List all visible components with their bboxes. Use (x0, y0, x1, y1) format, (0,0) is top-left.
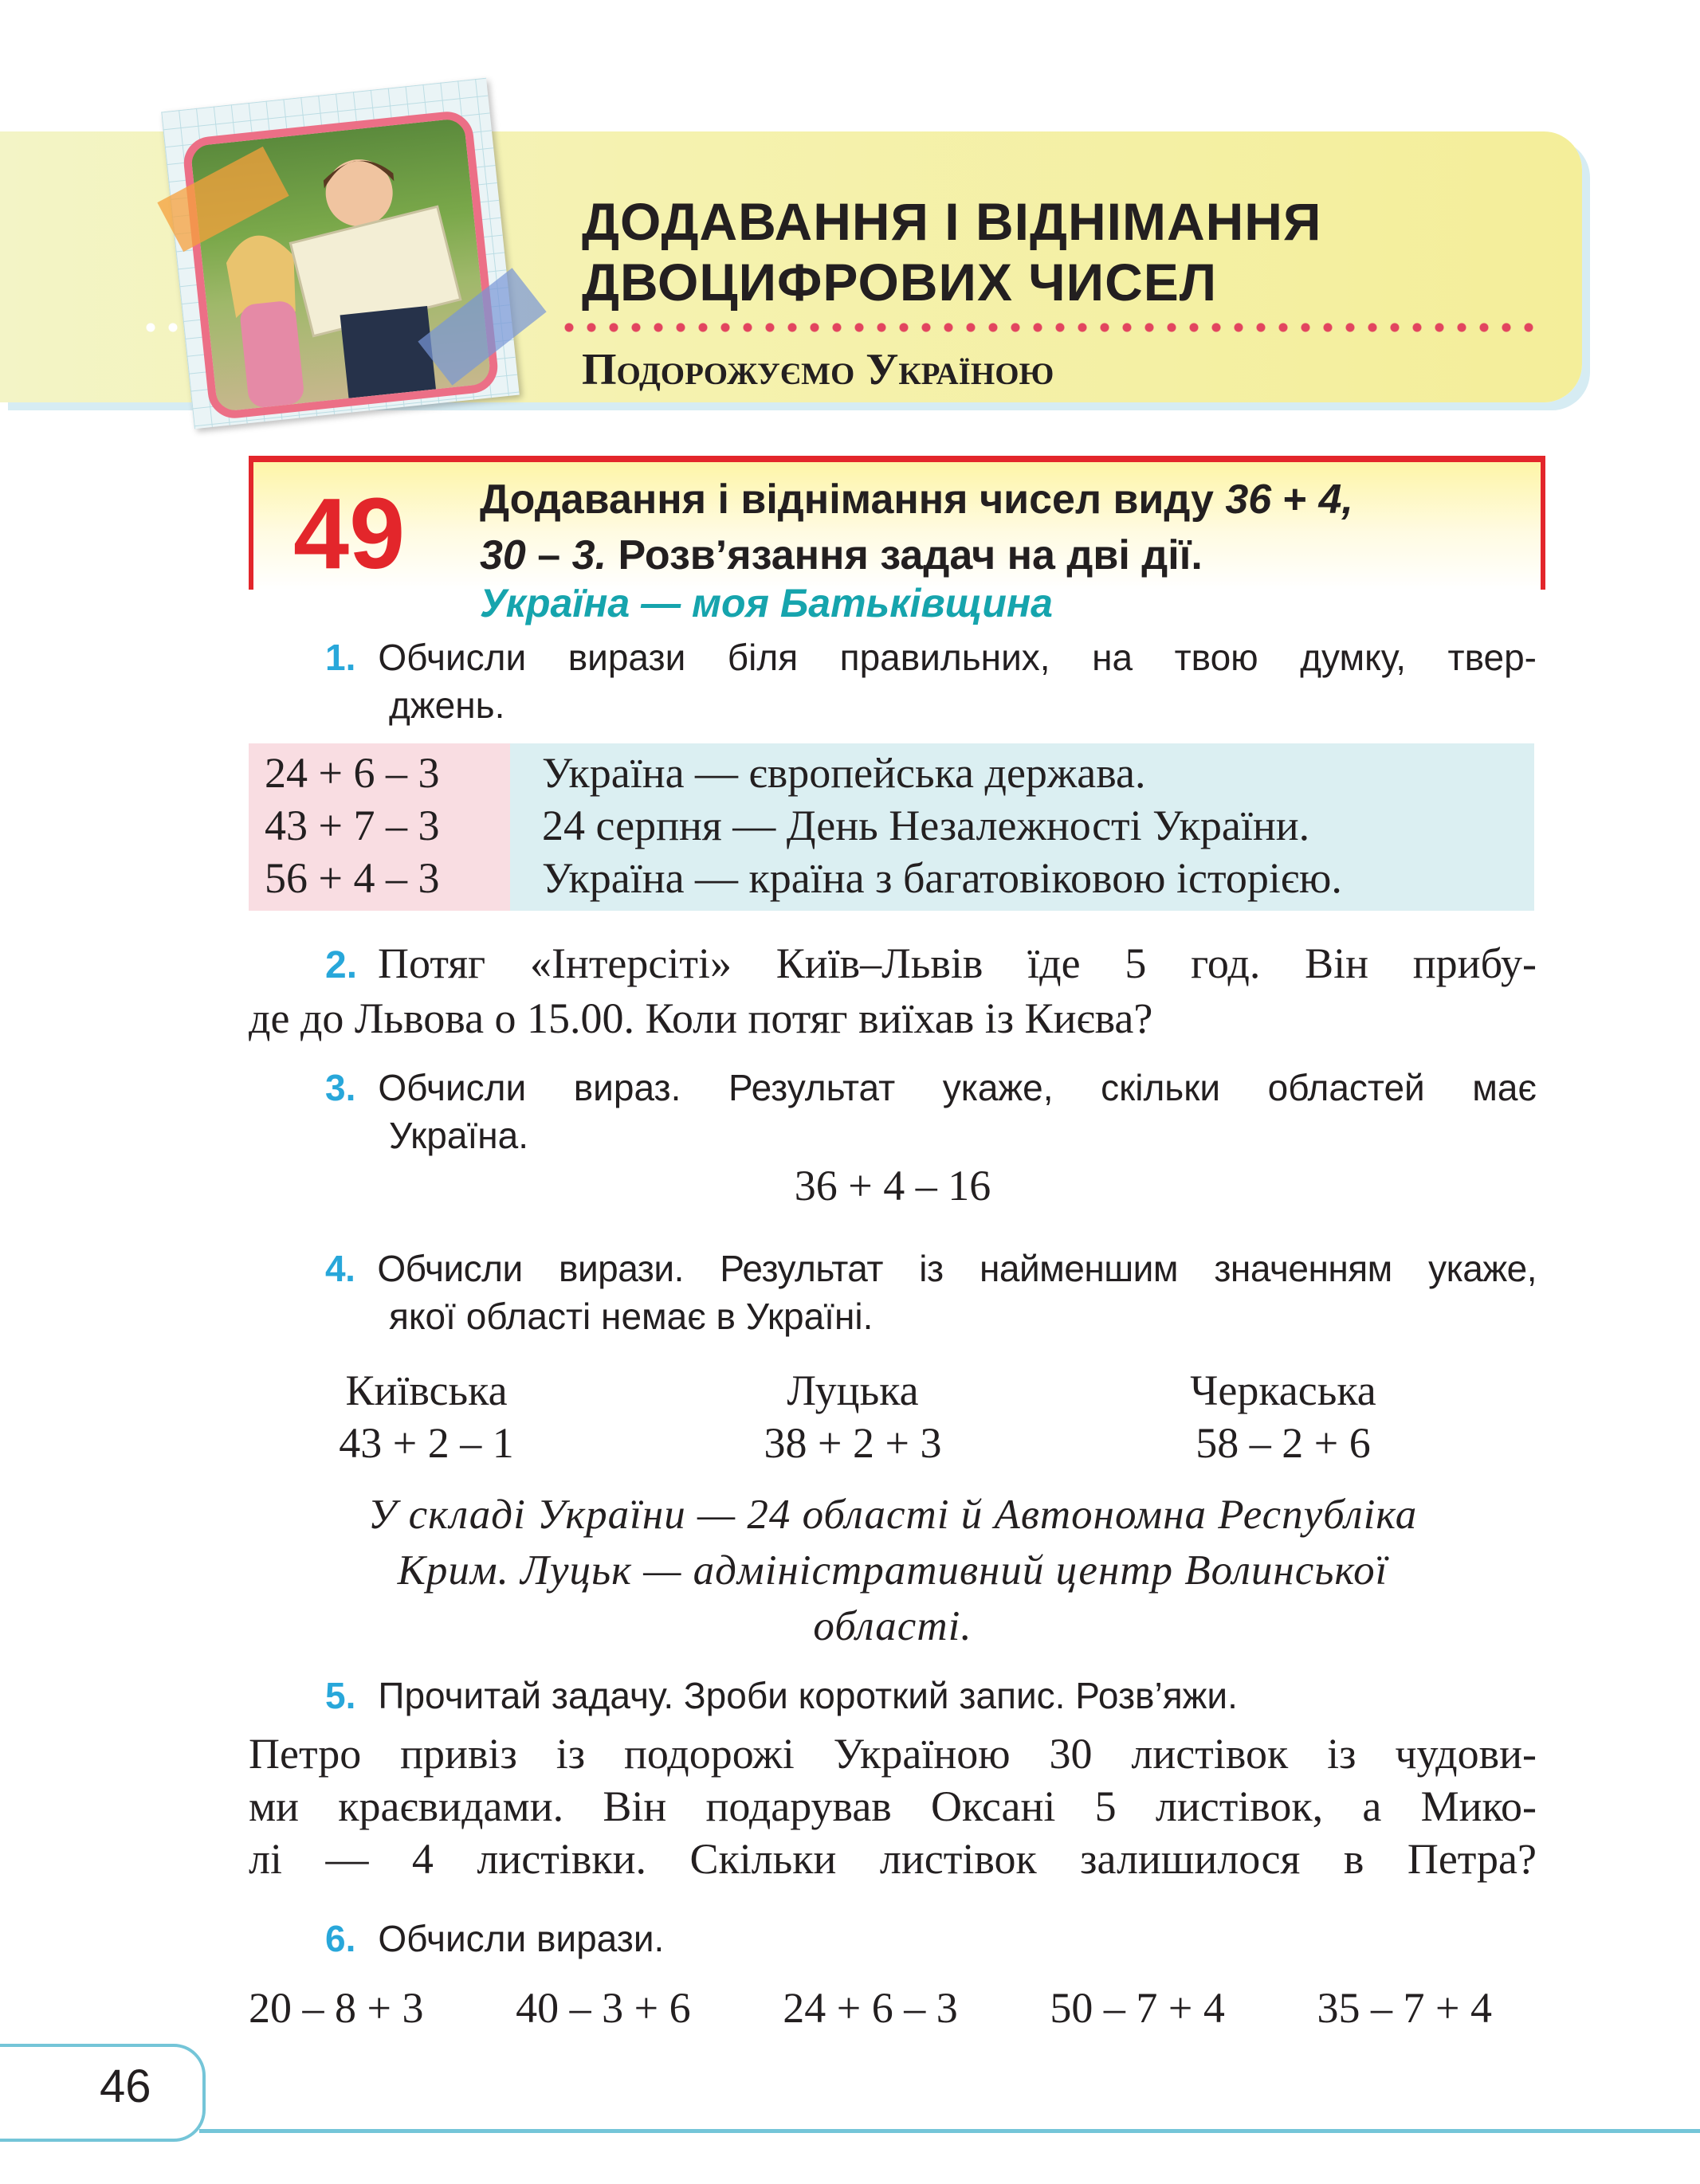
table-row-statement: Україна — країна з багатовіковою історією. (542, 854, 1342, 902)
task-2: 2. Потяг «Інтерсіті» Київ–Львів їде 5 год. Він прибу- де до Львова о 15.00. Коли потяг виїхав із Києва? (249, 939, 1537, 1042)
table-row-statement: Україна — європейська держава. (542, 749, 1146, 797)
banner-dotted-divider (558, 322, 1546, 333)
table-row-expr: 24 + 6 – 3 (265, 749, 440, 797)
task-5-problem: Петро привіз із подорожі Україною 30 листівок із чудови- ми краєвидами. Він подарував Оксані 5 листівок, а Мико- лі — 4 листівки. Скільки листівок залишилося в Петра? (249, 1730, 1537, 1883)
task-number: 6. (325, 1918, 356, 1959)
task-number: 4. (325, 1248, 355, 1289)
chapter-subtitle: Подорожуємо Україною (582, 345, 1054, 394)
task-1: 1. Обчисли вирази біля правильних, на твою думку, твер- джень. (325, 637, 1537, 726)
task-5-instruction: 5. Прочитай задачу. Зроби короткий запис. Розв’яжи. (325, 1675, 1238, 1716)
task-6-instruction: 6. Обчисли вирази. (325, 1918, 665, 1959)
task-number: 2. (325, 944, 358, 986)
task-3-expression: 36 + 4 – 16 (794, 1162, 991, 1210)
expression: 35 – 7 + 4 (1317, 1984, 1492, 2032)
table-row-expr: 56 + 4 – 3 (265, 854, 440, 902)
region-option: Черкаська 58 – 2 + 6 (1190, 1366, 1376, 1467)
table-row-statement: 24 серпня — День Незалежності України. (542, 802, 1310, 849)
page-number: 46 (100, 2060, 151, 2112)
info-note: У складі України — 24 області й Автономна Республіка Крим. Луцьк — адміністративний центр Волинської області. (367, 1492, 1418, 1649)
lesson-title: Додавання і віднімання чисел виду 36 + 4, 30 – 3. Розв’язання задач на дві дії. (480, 476, 1353, 578)
task-3: 3. Обчисли вираз. Результат укаже, скільки областей має Україна. (325, 1067, 1537, 1156)
chapter-title: ДОДАВАННЯ І ВІДНІМАННЯ ДВОЦИФРОВИХ ЧИСЕЛ (582, 192, 1322, 312)
task-number: 3. (325, 1067, 356, 1108)
expression: 24 + 6 – 3 (783, 1984, 958, 2032)
region-option: Луцька 38 + 2 + 3 (764, 1366, 942, 1467)
expression: 20 – 8 + 3 (249, 1984, 424, 2032)
lesson-motto: Україна — моя Батьківщина (480, 581, 1053, 625)
table-row-expr: 43 + 7 – 3 (265, 802, 440, 849)
task-number: 5. (325, 1675, 356, 1716)
expression: 40 – 3 + 6 (516, 1984, 691, 2032)
task-6-expressions (249, 1982, 1492, 2034)
expression: 50 – 7 + 4 (1050, 1984, 1225, 2032)
lesson-number: 49 (293, 477, 406, 590)
task-4: 4. Обчисли вирази. Результат із найменшим значенням укаже, якої області немає в Україні. (325, 1248, 1537, 1337)
footer-rule (199, 2129, 1700, 2133)
region-option: Київська 43 + 2 – 1 (339, 1366, 514, 1467)
task-number: 1. (325, 637, 356, 678)
